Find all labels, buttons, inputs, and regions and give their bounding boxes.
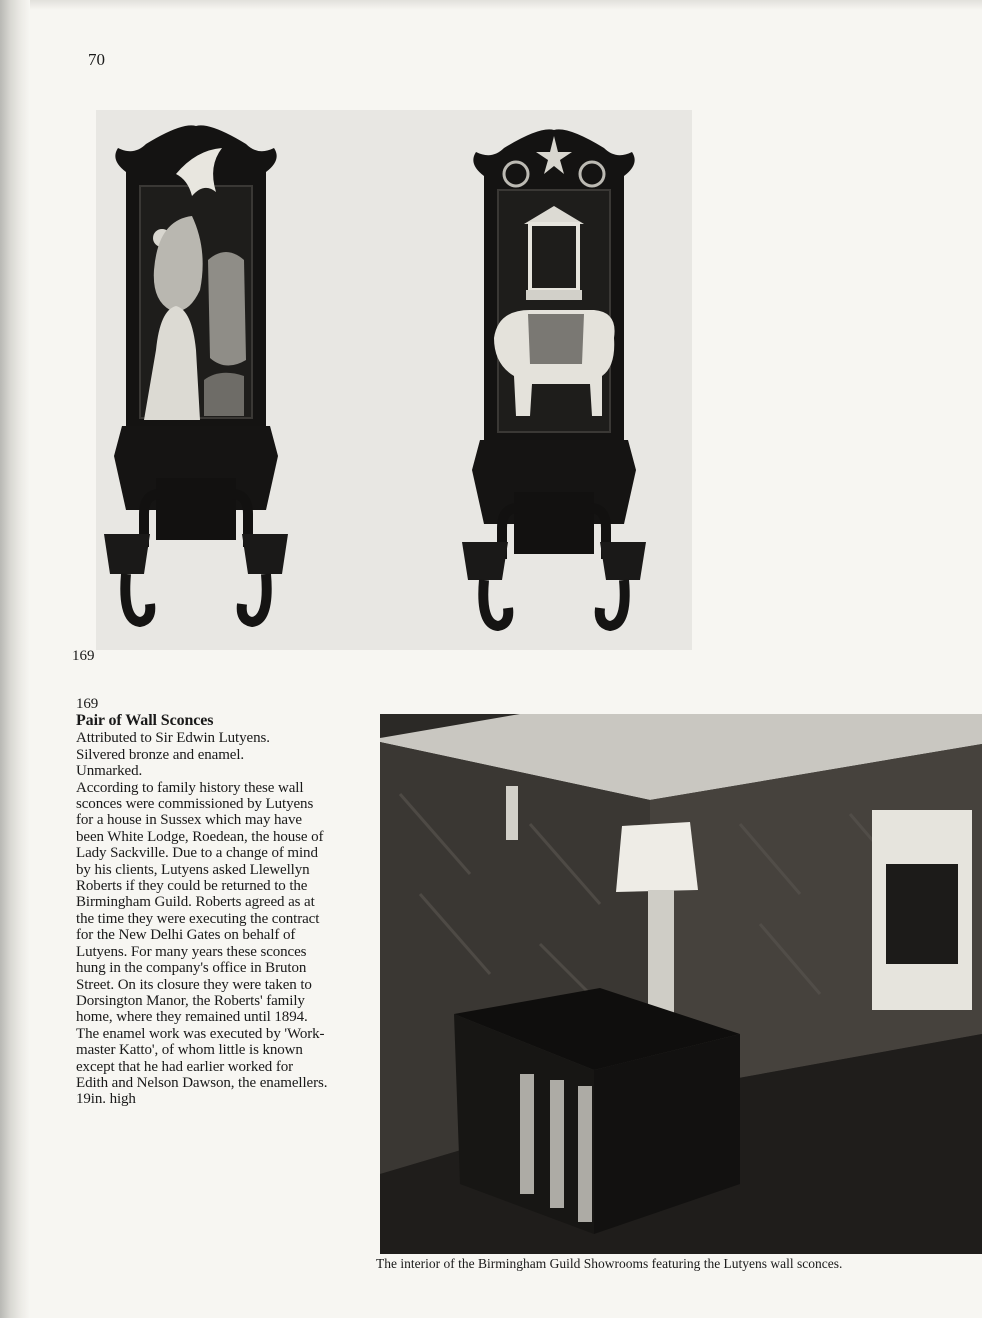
entry-number: 169 <box>76 696 99 712</box>
entry-line: except that he had earlier worked for <box>76 1058 294 1075</box>
entry-line: The enamel work was executed by 'Work- <box>76 1025 325 1042</box>
entry-line: Attributed to Sir Edwin Lutyens. <box>76 730 270 747</box>
entry-line: Roberts if they could be returned to the <box>76 878 308 895</box>
entry-line: Street. On its closure they were taken to <box>76 976 312 993</box>
entry-line: Lutyens. For many years these sconces <box>76 943 307 960</box>
entry-line: Silvered bronze and enamel. <box>76 746 245 763</box>
entry-line: by his clients, Lutyens asked Llewellyn <box>76 861 310 878</box>
entry-line: for the New Delhi Gates on behalf of <box>76 927 296 944</box>
page-top-edge <box>30 0 982 10</box>
entry-line: home, where they remained until 1894. <box>76 1009 308 1026</box>
entry-line: 19in. high <box>76 1091 136 1108</box>
book-binding-edge <box>0 0 30 1318</box>
entry-line: According to family history these wall <box>76 779 304 796</box>
entry-line: Edith and Nelson Dawson, the enamellers. <box>76 1074 328 1091</box>
page-number: 70 <box>88 50 105 69</box>
entry-line: Birmingham Guild. Roberts agreed as at <box>76 894 315 911</box>
showroom-interior-photograph <box>380 714 982 1254</box>
entry-line: hung in the company's office in Bruton <box>76 960 307 977</box>
entry-line: Lady Sackville. Due to a change of mind <box>76 845 318 862</box>
entry-line: for a house in Sussex which may have <box>76 812 302 829</box>
interior-photo-caption: The interior of the Birmingham Guild Showrooms featuring the Lutyens wall sconces. <box>376 1256 843 1271</box>
entry-line: sconces were commissioned by Lutyens <box>76 796 314 813</box>
right-sconce-illustration <box>462 129 646 626</box>
entry-title: Pair of Wall Sconces <box>76 712 214 730</box>
sconces-photograph <box>96 110 692 650</box>
entry-line: Dorsington Manor, the Roberts' family <box>76 992 305 1009</box>
catalogue-entry <box>76 696 376 1108</box>
entry-line: been White Lodge, Roedean, the house of <box>76 828 324 845</box>
entry-line: master Katto', of whom little is known <box>76 1042 303 1059</box>
figure-label: 169 <box>72 648 95 664</box>
entry-line: Unmarked. <box>76 763 143 780</box>
entry-line: the time they were executing the contract <box>76 910 320 927</box>
